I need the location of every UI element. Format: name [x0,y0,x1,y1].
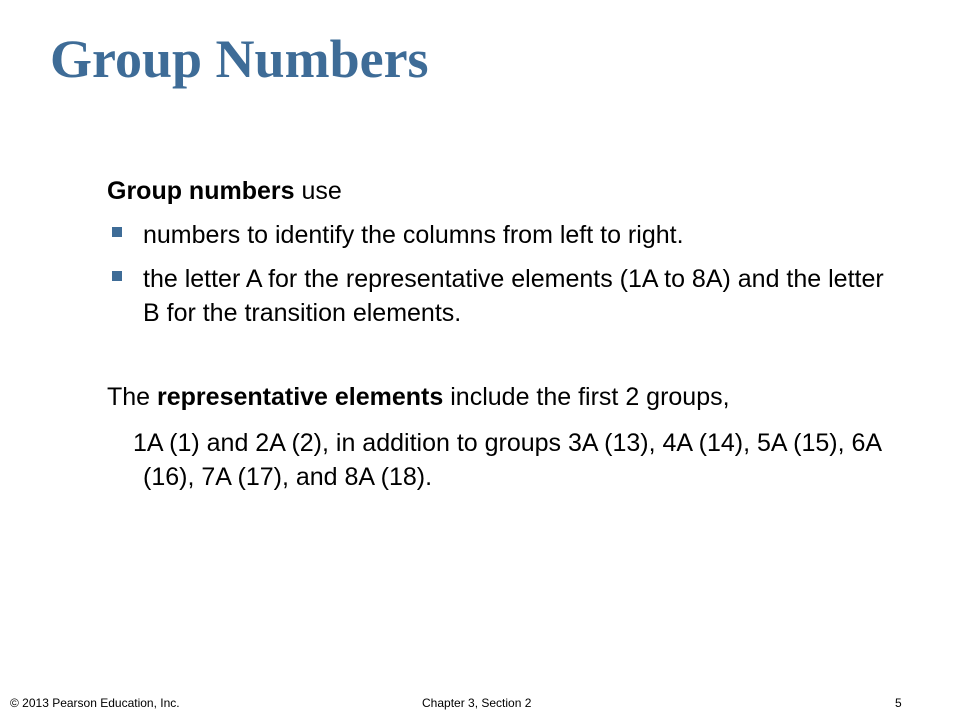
square-bullet-icon [112,227,122,237]
square-bullet-icon [112,271,122,281]
intro-rest: use [294,177,342,205]
bullet-item-columns [107,218,907,252]
chapter-footer: Chapter 3, Section 2 [422,696,532,710]
bullet-text: numbers to identify the columns from left to right. [143,221,684,249]
copyright-footer: © 2013 Pearson Education, Inc. [10,696,180,710]
representative-elements-term: representative elements [157,383,444,411]
intro-line [107,174,907,208]
bullet-item-letters [107,262,907,330]
group-list-paragraph: 1A (1) and 2A (2), in addition to groups 3A (13), 4A (14), 5A (15), 6A (16), 7A (17), and 8A (18). [133,429,881,491]
representative-elements-paragraph [107,380,907,414]
bullet-text: the letter A for the representative elements (1A to 8A) and the letter B for the transition elements. [143,265,884,327]
para2-prefix: The [107,383,158,411]
page-number: 5 [895,696,902,710]
slide-title: Group Numbers [50,29,429,89]
para2-rest: include the first 2 groups, [443,383,730,411]
slide-body [107,174,907,494]
intro-term: Group numbers [107,177,295,205]
bullet-list [107,218,907,330]
